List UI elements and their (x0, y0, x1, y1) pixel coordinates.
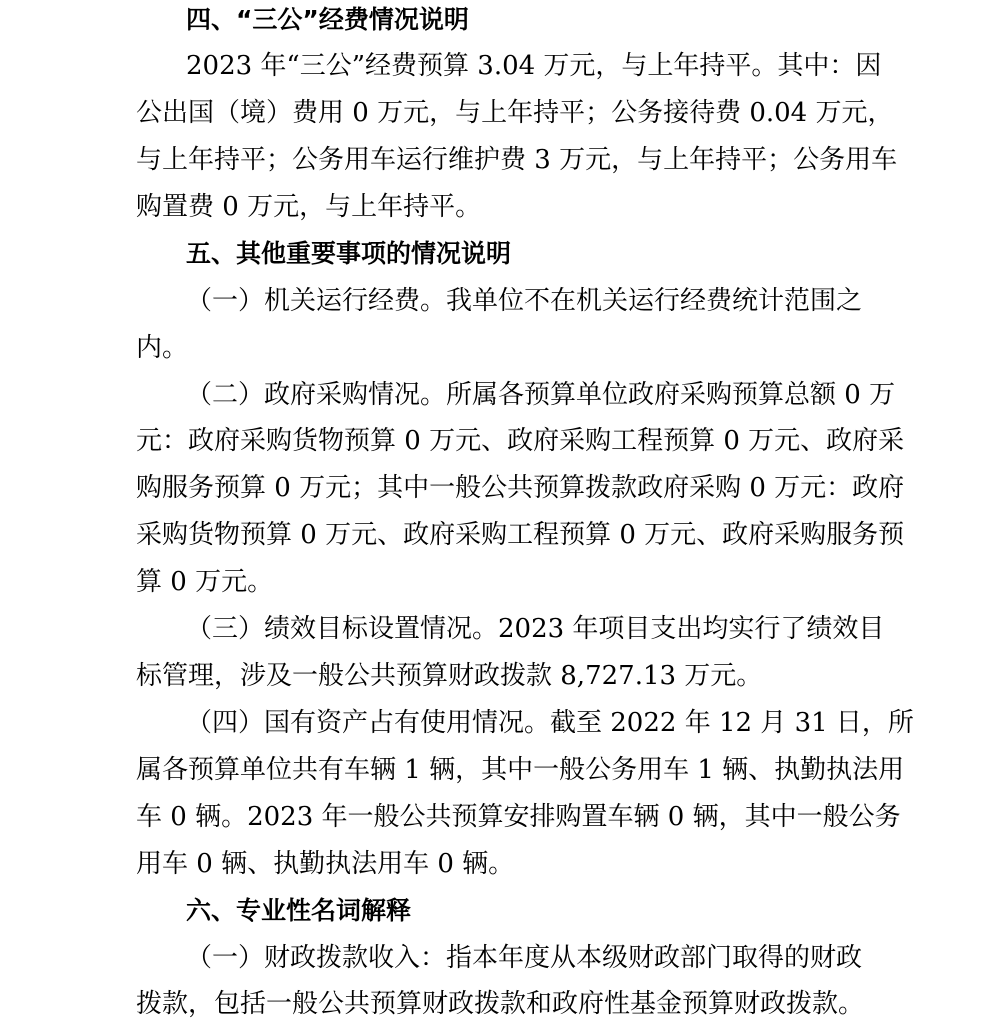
paragraph-line: 车 0 辆。2023 年一般公共预算安排购置车辆 0 辆，其中一般公务 (136, 802, 901, 832)
paragraph-line: 购置费 0 万元，与上年持平。 (136, 192, 482, 222)
paragraph-line: 属各预算单位共有车辆 1 辆，其中一般公务用车 1 辆、执勤执法用 (136, 755, 905, 785)
paragraph-line: 公出国（境）费用 0 万元，与上年持平；公务接待费 0.04 万元， (136, 98, 894, 128)
section-6-heading: 六、专业性名词解释 (186, 896, 412, 925)
paragraph-line: （三）绩效目标设置情况。2023 年项目支出均实行了绩效目 (186, 614, 885, 644)
paragraph-line: （二）政府采购情况。所属各预算单位政府采购预算总额 0 万 (186, 380, 896, 410)
paragraph-line: 元：政府采购货物预算 0 万元、政府采购工程预算 0 万元、政府采 (136, 426, 905, 456)
section-4-heading: 四、“三公”经费情况说明 (186, 5, 469, 34)
paragraph-line: 拨款，包括一般公共预算财政拨款和政府性基金预算财政拨款。 (136, 989, 865, 1019)
paragraph-line: （一）机关运行经费。我单位不在机关运行经费统计范围之 (186, 286, 863, 316)
paragraph-line: 用车 0 辆、执勤执法用车 0 辆。 (136, 849, 515, 879)
paragraph-line: （一）财政拨款收入：指本年度从本级财政部门取得的财政 (186, 943, 863, 973)
paragraph-line: 算 0 万元。 (136, 567, 274, 597)
paragraph-line: 购服务预算 0 万元；其中一般公共预算拨款政府采购 0 万元：政府 (136, 473, 905, 503)
paragraph-line: （四）国有资产占有使用情况。截至 2022 年 12 月 31 日，所 (186, 708, 914, 738)
paragraph-line: 标管理，涉及一般公共预算财政拨款 8,727.13 万元。 (136, 661, 763, 691)
section-5-heading: 五、其他重要事项的情况说明 (186, 239, 512, 268)
paragraph-line: 与上年持平；公务用车运行维护费 3 万元，与上年持平；公务用车 (136, 145, 898, 175)
paragraph-line: 2023 年“三公”经费预算 3.04 万元，与上年持平。其中：因 (186, 51, 882, 81)
paragraph-line: 内。 (136, 333, 189, 363)
paragraph-line: 采购货物预算 0 万元、政府采购工程预算 0 万元、政府采购服务预 (136, 520, 905, 550)
